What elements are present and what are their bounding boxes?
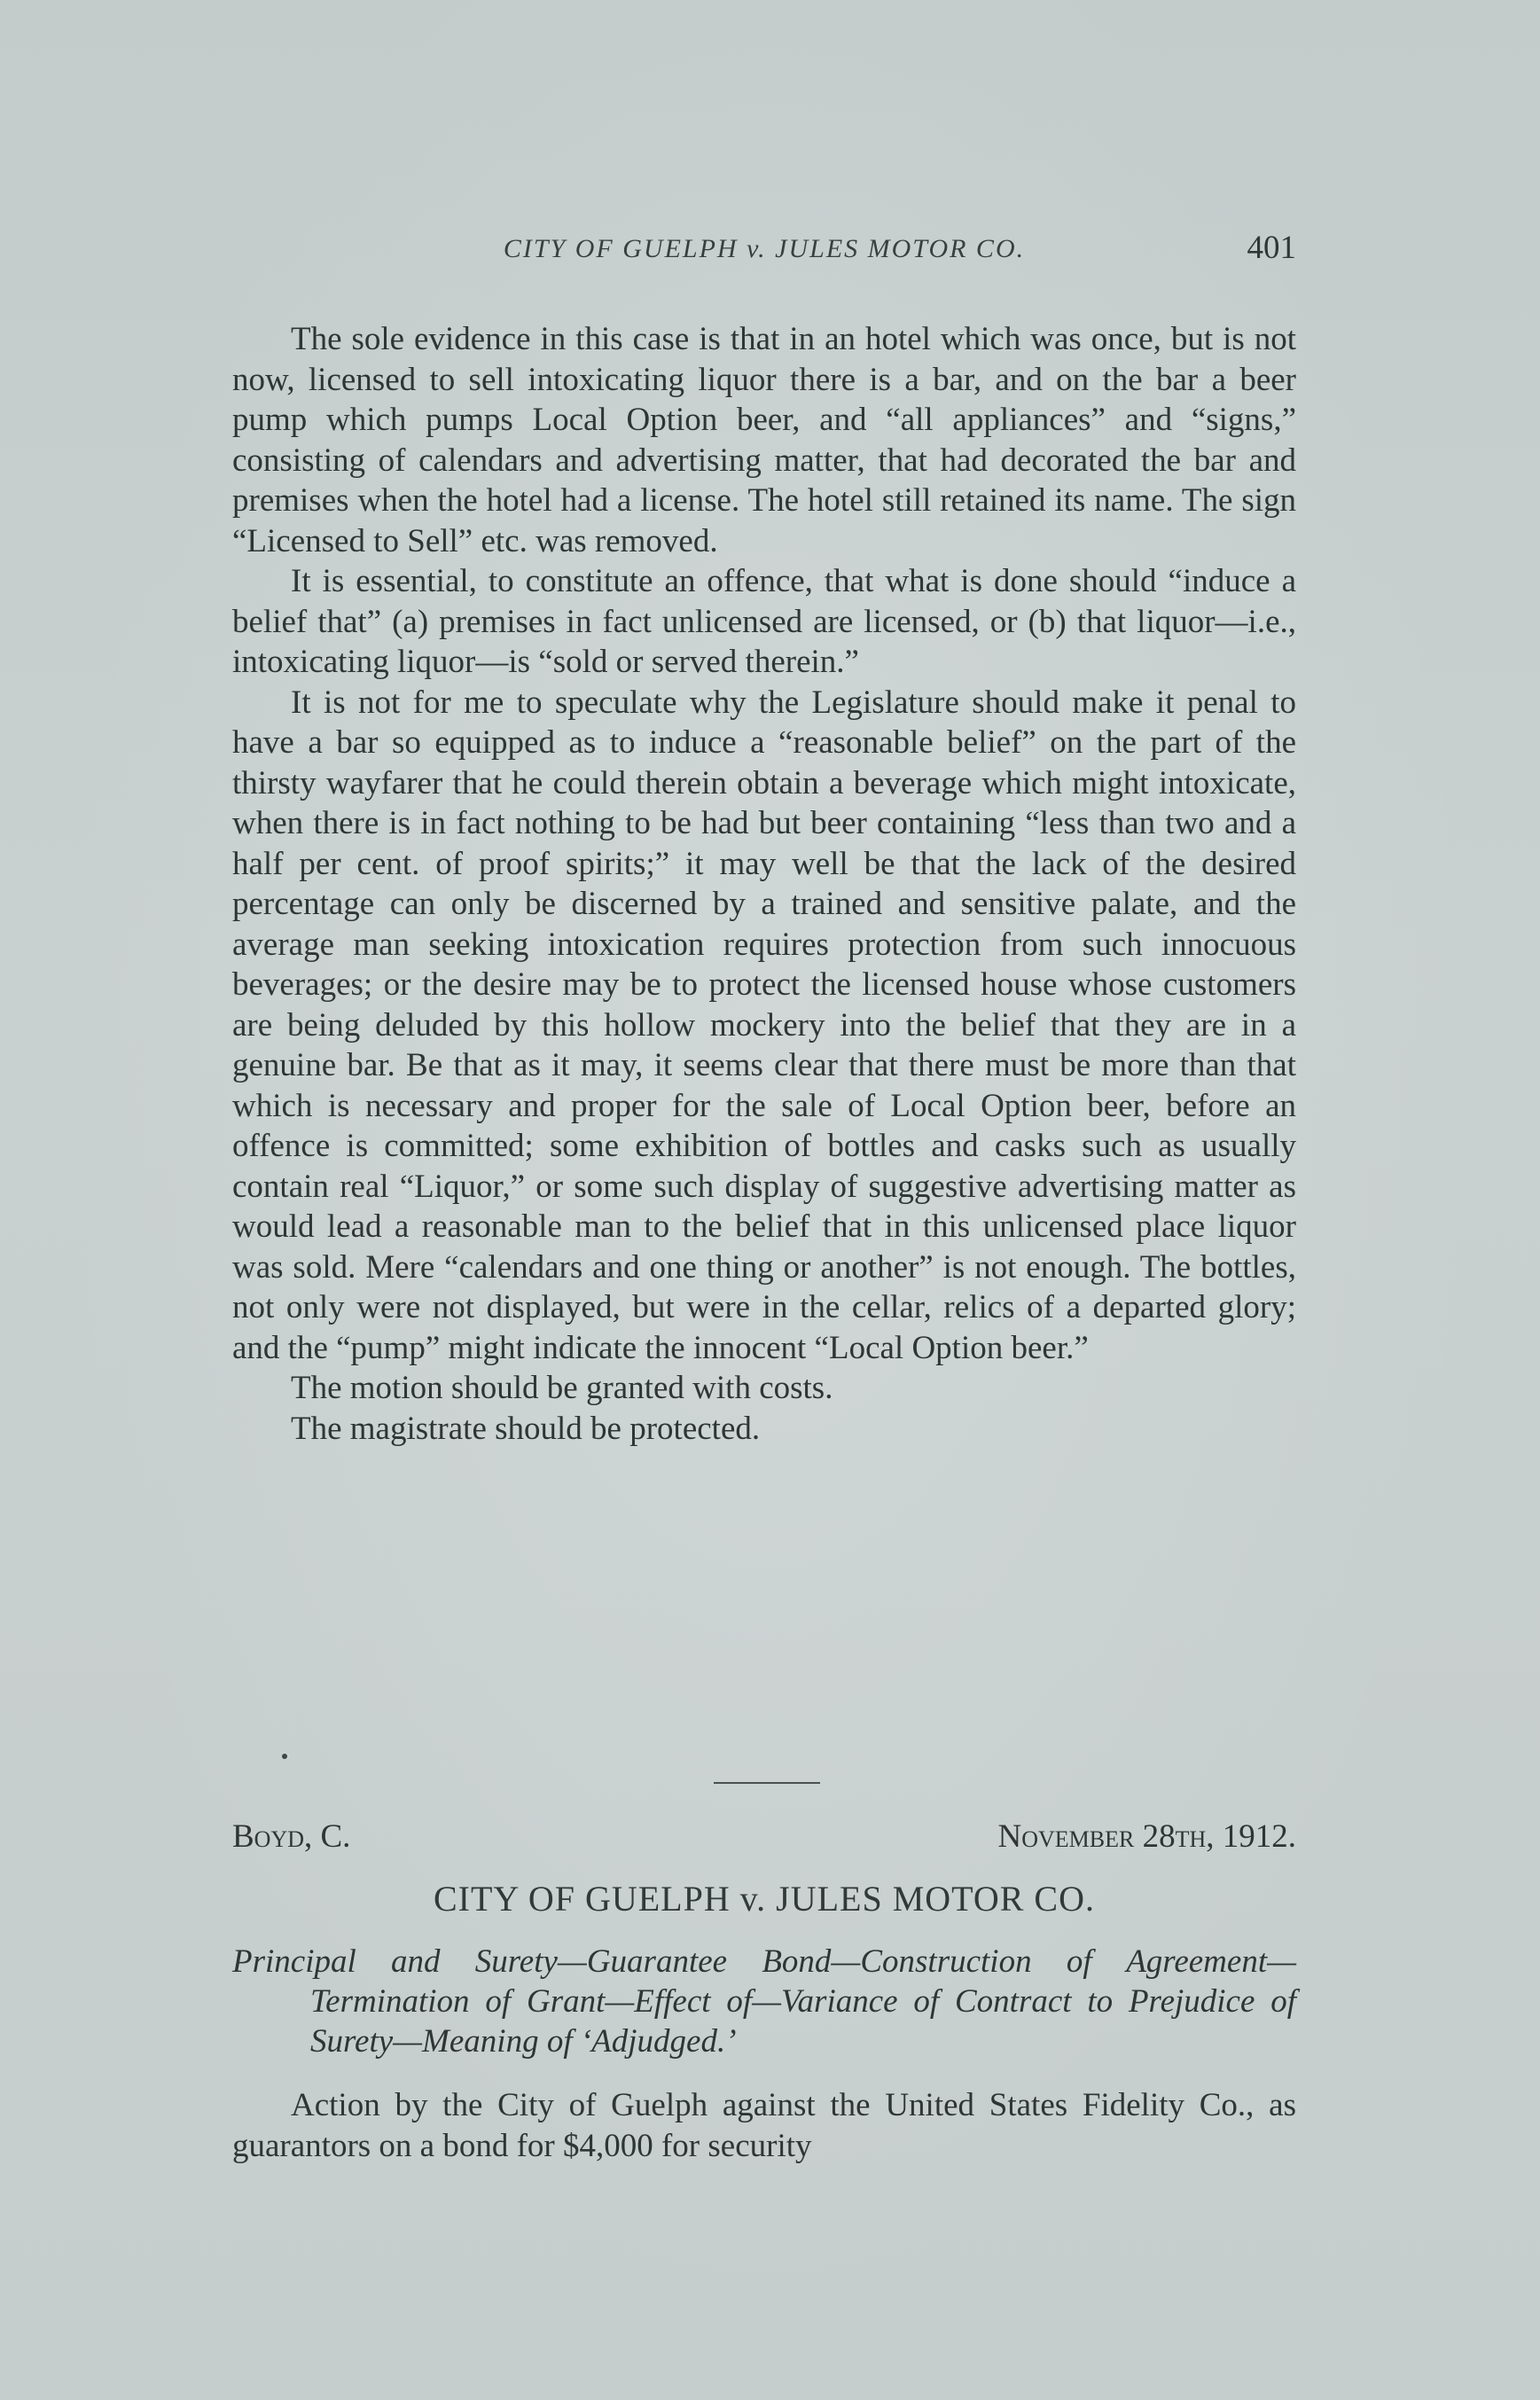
page-header (232, 229, 1296, 282)
paragraph-magistrate: The magistrate should be protected. (291, 1410, 761, 1447)
judge-name: Boyd, C. (232, 1818, 351, 1855)
paragraph-legislature: It is not for me to speculate why the Legislature should make it penal to have a bar so equipped as to induce a “reasonable belief” on the part of the thirsty wayfarer that he could therein obtain a beverage which might intoxicate, when there is in fact nothing to be had but beer containing “less than two and a half per cent. of proof spirits;” it may well be that the lack of the desired percentage can only be discerned by a trained and sensitive palate, and the average man seeking intoxication requires protection from such innocuous beverages; or the desire may be to protect the licensed house whose customers are being deluded by this hollow mockery into the belief that they are in a genuine bar. Be that as it may, it seems clear that there must be more than that which is necessary and proper for the sale of Local Option beer, before an offence is committed; some exhibition of bottles and casks such as usually contain real “Liquor,” or some such display of suggestive advertising matter as would lead a reasonable man to the belief that in this unlicensed place liquor was sold. Mere “calendars and one thing or another” is not enough. The bottles, not only were not displayed, but were in the cellar, relics of a departed glory; and the “pump” might indicate the innocent “Local Option beer.” (232, 684, 1296, 1366)
paragraph-offence: It is essential, to constitute an offence, that what is done should “induce a belief that” (a) premises in fact unlicensed are licensed, or (b) that liquor—i.e., intoxicating liquor—is “sold or served therein.” (232, 563, 1296, 680)
paragraph-evidence: The sole evidence in this case is that in an hotel which was once, but is not now, licensed to sell intoxicating liquor there is a bar, and on the bar a beer pump which pumps Local Option beer, and “all appliances” and “signs,” consisting of calendars and advertising matter, that had decorated the bar and premises when the hotel had a license. The hotel still retained its name. The sign “Licensed to Sell” etc. was removed. (232, 321, 1296, 559)
body-text (232, 319, 1296, 1449)
running-head: CITY OF GUELPH v. JULES MOTOR CO. (503, 234, 1026, 263)
page-number: 401 (1247, 230, 1296, 266)
case-title: CITY OF GUELPH v. JULES MOTOR CO. (433, 1879, 1095, 1919)
paragraph-motion: The motion should be granted with costs. (291, 1370, 833, 1406)
section-divider (714, 1782, 820, 1784)
ink-speck (282, 1754, 287, 1759)
judgment-date: November 28th, 1912. (997, 1818, 1296, 1855)
opening-paragraph: Action by the City of Guelph against the United States Fidelity Co., as guarantors on a bond for $4,000 for security (232, 2087, 1296, 2164)
judgment-line (232, 1818, 1296, 1862)
headnote: Principal and Surety—Guarantee Bond—Construction of Agreement—Termination of Grant—Effect of—Variance of Contract to Prejudice of Surety—Meaning of ‘Adjudged.’ (232, 1943, 1296, 2060)
